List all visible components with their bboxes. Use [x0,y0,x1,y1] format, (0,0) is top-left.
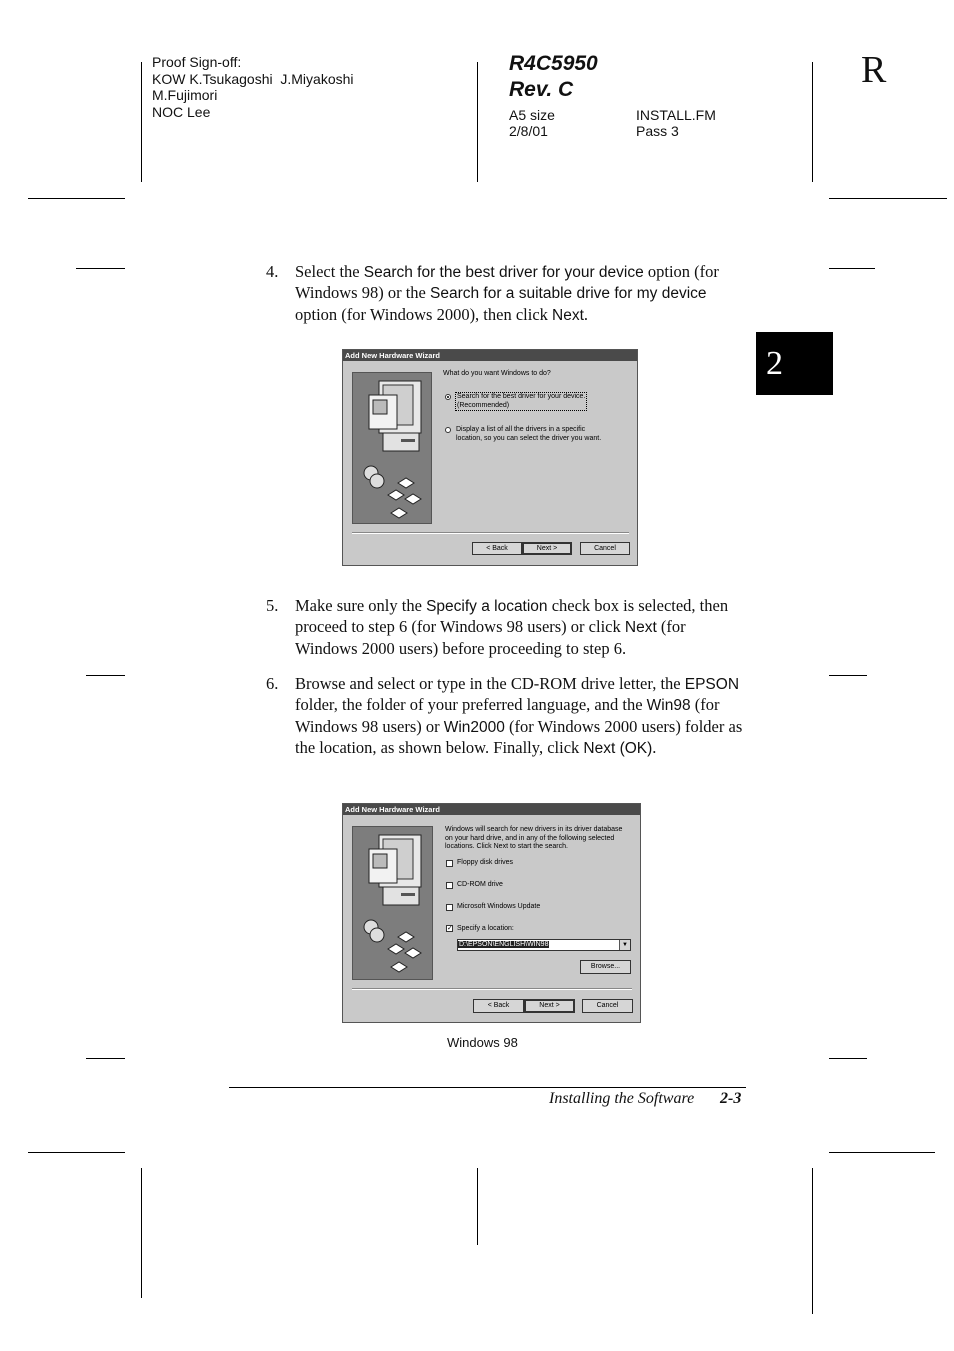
checkbox-cdrom[interactable] [446,882,453,889]
footer-rule [229,1087,746,1088]
crop-mark [86,1058,125,1059]
proof-line: KOW K.Tsukagoshi J.Miyakoshi [152,70,354,87]
dialog-separator [352,988,632,990]
option-search-best-driver[interactable]: Search for the best driver for your device. (Recommended) [455,392,587,411]
label-windows-update[interactable]: Microsoft Windows Update [457,903,541,910]
checkbox-floppy[interactable] [446,860,453,867]
crop-mark [829,268,875,269]
next-button[interactable]: Next > [522,542,572,555]
crop-mark [76,268,125,269]
file-name: INSTALL.FM [636,107,716,123]
step-number: 4. [266,262,279,281]
pass-number: Pass 3 [636,123,679,139]
page-number: 2-3 [720,1090,742,1107]
corner-letter: R [861,49,887,91]
crop-mark [86,675,125,676]
location-path[interactable]: D:\EPSON\ENGLISH\WIN98 [459,941,549,948]
proof-line: NOC Lee [152,103,211,120]
wizard-illustration [352,826,433,980]
doc-date: 2/8/01 [509,123,548,139]
step-text: Select the Search for the best driver for your device option (for Windows 98) or the Search for a suitable drive for my device option (for Windows 2000), then click Next. [295,262,719,324]
revision: Rev. C [509,78,574,101]
paper-size: A5 size [509,107,555,123]
crop-mark [477,62,478,182]
step-4 [266,262,746,324]
cancel-button[interactable]: Cancel [582,999,633,1013]
proof-line: Proof Sign-off: [152,54,242,70]
dialog-intro: Windows will search for new drivers in its driver database on your hard drive, and in any of the following selected locations. Click Next to start the search. [445,826,623,850]
proof-line: M.Fujimori [152,87,218,103]
crop-mark [812,62,813,182]
checkbox-specify-location[interactable]: ✓ [447,925,453,932]
dropdown-arrow-icon[interactable]: ▼ [619,940,630,950]
checkbox-windows-update[interactable] [446,904,453,911]
chapter-tab: 2 [756,332,833,395]
label-specify-location[interactable]: Specify a location: [457,925,514,932]
cancel-button[interactable]: Cancel [580,542,630,555]
label-floppy[interactable]: Floppy disk drives [457,859,514,866]
crop-mark [829,1152,935,1153]
dialog-question: What do you want Windows to do? [443,370,551,377]
crop-mark [28,198,125,199]
back-button[interactable]: < Back [473,999,524,1013]
model-number: R4C5950 [509,52,598,75]
crop-mark [829,1058,867,1059]
crop-mark [141,1168,142,1298]
crop-mark [141,62,142,182]
crop-mark [829,198,947,199]
step-number: 5. [266,596,279,615]
location-combo[interactable] [457,939,631,951]
dialog-title-bar: Add New Hardware Wizard [343,804,640,815]
figure-caption: Windows 98 [447,1035,518,1050]
label-cdrom[interactable]: CD-ROM drive [457,881,503,888]
dialog-title-bar: Add New Hardware Wizard [343,350,637,361]
step-text: Browse and select or type in the CD-ROM drive letter, the EPSON folder, the folder of your preferred language, and the Win98 (for Windows 98 users) or Win2000 (for Windows 2000 users) folder as the location, as shown below. Finally, click Next (OK). [295,674,743,757]
computer-disks-icon [353,827,432,979]
computer-disks-icon [353,373,431,523]
step-6 [266,674,746,778]
dialog-separator [352,532,629,534]
crop-mark [829,675,867,676]
next-button[interactable]: Next > [524,999,575,1013]
browse-button[interactable]: Browse... [580,960,631,974]
step-number: 6. [266,674,279,693]
wizard-illustration [352,372,432,524]
footer-section: Installing the Software [549,1090,695,1107]
crop-mark [812,1168,813,1314]
crop-mark [477,1168,478,1245]
wizard-dialog-search [342,349,638,566]
radio-display-list[interactable] [445,427,451,433]
radio-search-best-driver[interactable] [445,394,451,400]
step-5 [266,596,746,658]
wizard-dialog-location [342,803,641,1023]
option-display-list[interactable]: Display a list of all the drivers in a specific location, so you can select the driver you want. [456,426,602,442]
step-text: Make sure only the Specify a location check box is selected, then proceed to step 6 (for Windows 98 users) or click Next (for Windows 2000 users) before proceeding to step 6. [295,596,729,658]
crop-mark [28,1152,125,1153]
proof-signoff [152,54,354,120]
back-button[interactable]: < Back [472,542,522,555]
